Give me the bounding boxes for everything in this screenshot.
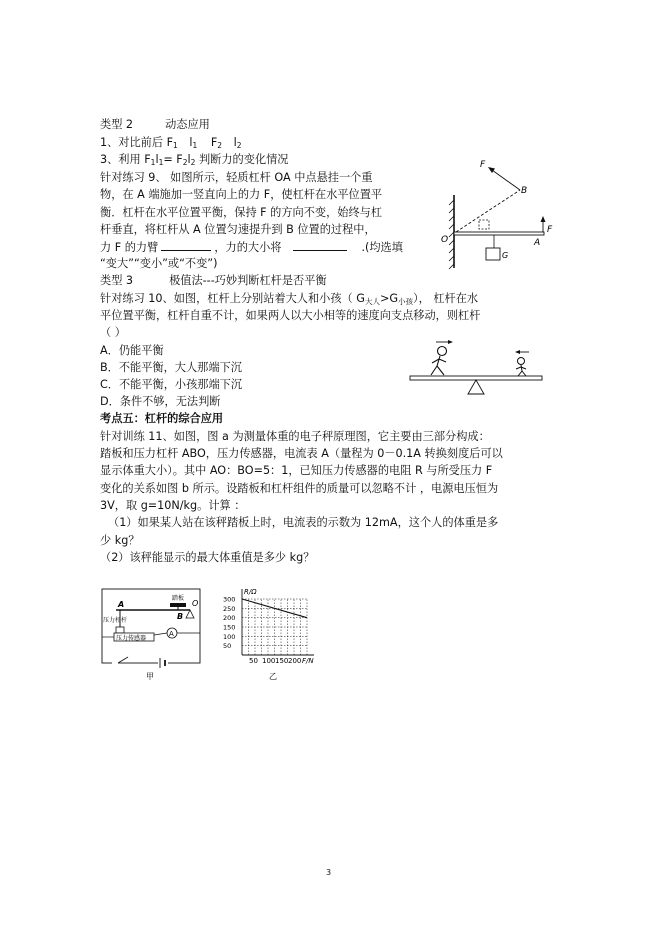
item1-l: l <box>185 136 193 149</box>
q10-line3: （ ） <box>100 326 126 339</box>
item3-eq: = F <box>163 153 183 166</box>
q10-seesaw-figure <box>408 338 548 400</box>
q9-line5-c: .(均选填 <box>361 241 403 254</box>
y-tick-label: 200 <box>223 614 236 623</box>
type2-heading-label: 类型 2 <box>100 118 134 131</box>
weight-dashed <box>479 220 489 229</box>
item3-l: l <box>155 153 159 166</box>
seesaw-fulcrum <box>468 380 484 394</box>
q9-line5-a: 力 F 的力臂 <box>100 241 159 254</box>
label-g: G <box>502 251 509 260</box>
item1-sub: 1 <box>192 141 198 150</box>
label-f-right: F <box>547 225 553 235</box>
switch-gap <box>112 661 118 665</box>
item1-sub: 2 <box>217 141 223 150</box>
force-arrow-b <box>492 170 520 190</box>
label-a: A <box>118 600 125 609</box>
q9-lever-figure <box>440 150 560 275</box>
answer-blank-1[interactable] <box>161 239 211 251</box>
q9-line1: 针对练习 9、 如图所示，轻质杠杆 OA 中点悬挂一个重 <box>100 171 373 184</box>
type3-heading-label: 类型 3 <box>100 274 134 287</box>
item1-f2: F <box>207 136 218 149</box>
lever-raised <box>456 190 520 232</box>
q9-line3: 衡．杠杆在水平位置平衡，保持 F 的方向不变，始终与杠 <box>100 206 383 219</box>
weight-block <box>486 248 500 260</box>
item3-l: l <box>187 153 191 166</box>
x-tick-label: 150 <box>275 657 289 665</box>
q9-line2: 物，在 A 端施加一竖直向上的力 F，使杠杆在水平位置平 <box>100 188 383 201</box>
wire <box>154 633 167 635</box>
q11-line3: 显示体重大小）。其中 AO：BO=5：1，已知压力传感器的电阻 R 与所受压力 F <box>100 464 493 477</box>
item3-sub: 2 <box>190 158 196 167</box>
q10-option-c[interactable]: C．不能平衡，小孩那端下沉 <box>100 378 243 391</box>
type2-heading-topic: 动态应用 <box>165 118 210 131</box>
item3-post: 判断力的变化情况 <box>195 153 289 166</box>
q11-line4: 变化的关系如图 b 所示。设踏板和杠杆组件的质量可以忽略不计 ，电源电压恒为 <box>100 482 499 495</box>
label-sensor: 压力传感器 <box>116 635 147 642</box>
label-a: A <box>534 238 541 248</box>
page-number: 3 <box>326 868 332 877</box>
q10-line1-a: 针对练习 10、如图，杠杆上分别站着大人和小孩（ G <box>100 292 365 305</box>
chart-xlabel: F/N <box>302 657 314 665</box>
caption-a: 甲 <box>146 672 154 681</box>
item3-sub: 1 <box>150 158 156 167</box>
q10-gt: >G <box>379 292 399 305</box>
arrowhead-b <box>488 167 495 173</box>
type2-item3 <box>100 152 288 170</box>
x-tick-label: 50 <box>249 657 258 665</box>
q10-option-a[interactable]: A．仍能平衡 <box>100 344 164 357</box>
q11-sub2: （2）该秤能显示的最大体重值是多少 kg？ <box>100 551 315 564</box>
chart-grid <box>242 599 307 655</box>
q9-line4: 杆垂直，将杠杆从 A 位置匀速提升到 B 位置的过程中， <box>100 223 376 236</box>
q11-chart <box>222 585 322 680</box>
arrowhead-a <box>541 216 546 222</box>
y-tick-label: 300 <box>223 595 236 604</box>
label-ammeter: A <box>169 630 174 638</box>
chart-ylabel: R/Ω <box>244 588 257 596</box>
caption-b: 乙 <box>269 672 277 680</box>
label-b: B <box>521 186 528 196</box>
item1-l2: l <box>230 136 237 149</box>
q10-line2: 平位置平衡，杠杆自重不计，如果两人以大小相等的速度向支点移动，则杠杆 <box>100 309 481 322</box>
circuit-frame <box>102 589 200 663</box>
item3-sub: 2 <box>182 158 188 167</box>
label-f-top: F <box>480 160 486 170</box>
y-tick-label: 50 <box>223 642 232 651</box>
q10-option-b[interactable]: B．不能平衡，大人那端下沉 <box>100 361 242 374</box>
q11-sub1: （1）如果某人站在该秤踏板上时，电流表的示数为 12mA，这个人的体重是多 <box>108 516 499 529</box>
label-b: B <box>177 612 184 621</box>
q10-line1-b: ）， 杠杆在水 <box>413 292 479 305</box>
q10-option-d[interactable]: D．条件不够，无法判断 <box>100 395 221 408</box>
q11-sub1b: 少 kg？ <box>100 534 140 547</box>
x-tick-label: 100 <box>262 657 276 665</box>
q10-sub-child: 小孩 <box>398 297 414 306</box>
item1-sub: 1 <box>173 141 178 150</box>
q9-line6: “变大”“变小”或“不变”) <box>100 257 218 270</box>
answer-blank-2[interactable] <box>293 239 347 251</box>
q11-line1: 针对训练 11、如图，图 a 为测量体重的电子秤原理图，它主要由三部分构成： <box>100 430 490 443</box>
lever-horizontal <box>454 232 544 235</box>
pedal-block <box>170 603 186 607</box>
q11-line5: 3V，取 g=10N/kg。计算 ： <box>100 499 246 512</box>
sensor-head <box>116 627 124 633</box>
y-tick-label: 100 <box>223 632 236 641</box>
x-tick-label: 200 <box>288 657 302 665</box>
battery-gap <box>158 659 168 667</box>
label-pedal: 踏板 <box>172 595 185 602</box>
pivot-o <box>186 610 194 618</box>
q10-sub-adult: 大人 <box>364 297 380 306</box>
type3-heading-topic: 极值法---巧妙判断杠杆是否平衡 <box>169 274 327 287</box>
section5-heading: 考点五：杠杆的综合应用 <box>100 412 224 425</box>
item1-sub: 2 <box>236 141 242 150</box>
type2-item1 <box>100 135 242 153</box>
child-arrowhead <box>515 350 520 354</box>
child-figure <box>516 358 526 377</box>
label-o: O <box>441 235 449 245</box>
adult-figure <box>431 347 447 376</box>
label-lever: 压力杠杆 <box>103 617 128 624</box>
q11-line2: 踏板和压力杠杆 ABO，压力传感器，电流表 A（量程为 0－0.1A 转换刻度后可以 <box>100 447 503 460</box>
item1-text: 1、对比前后 F <box>100 136 174 149</box>
type2-heading <box>100 117 210 132</box>
adult-arrowhead <box>448 340 453 344</box>
label-o: O <box>192 599 199 608</box>
q9-line5 <box>100 239 403 255</box>
q9-line5-b: ，力的大小将 <box>214 241 282 254</box>
y-tick-label: 250 <box>223 604 236 613</box>
type3-heading <box>100 273 327 288</box>
y-tick-label: 150 <box>223 623 236 632</box>
switch-icon <box>118 657 128 663</box>
q10-line1 <box>100 291 478 309</box>
q11-figure-a <box>98 585 208 681</box>
item3-text: 3、利用 F <box>100 153 151 166</box>
item3-sub: 1 <box>158 158 164 167</box>
